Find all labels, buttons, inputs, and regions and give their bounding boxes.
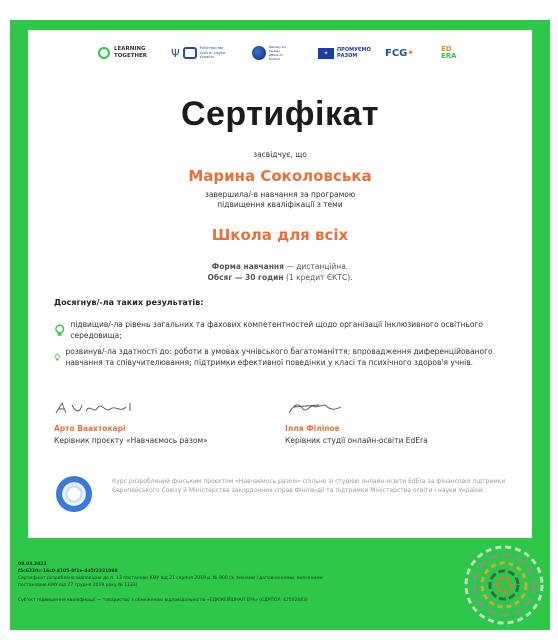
- lightbulb-icon: [54, 347, 60, 368]
- legal-note-continued: постановою КМУ від 27 грудня 2019 року № 1133): [18, 583, 138, 588]
- issue-date: 09.03.2023: [18, 562, 47, 567]
- result-item: розвинув/-ла здатності до: роботи в умовах учнівського багатоманіття; впровадження диференційованого навчання та співучителювання; підтримки ефективної поведінки у класі та психічного здоров'я учнів.: [54, 346, 514, 368]
- eu-flag-icon: ✦: [318, 48, 334, 59]
- partner-logos: [28, 42, 532, 66]
- course-name: Школа для всіх: [211, 226, 349, 244]
- trident-icon: Ψ: [171, 46, 180, 60]
- study-form-info: Форма навчання — дистанційна. Обсяг — 30 годин (1 кредит ЄКТС).: [207, 262, 353, 282]
- certificate-body: [28, 30, 532, 538]
- footer-info: [18, 561, 438, 604]
- completion-text: завершила/-в навчання за програмою підвищення кваліфікації з теми: [204, 190, 356, 209]
- legal-note: Сертифікат розроблено відповідно до п. 13 постанови КМУ від 21 серпня 2019 р. № 800 (зі змінами і доповненнями, внесеними: [18, 576, 323, 581]
- signature-image: [54, 401, 134, 415]
- official-seal: [56, 476, 92, 512]
- edera-logo: ED ERA: [441, 45, 457, 60]
- result-item: підвищив/-ла рівень загальних та фахових компетентностей щодо організації інклюзивного освітнього середовища;: [54, 319, 514, 341]
- signature-image: [285, 401, 345, 415]
- certificate-id: f5c6320c-16c0-4105-8f1e-4d5f2331060: [18, 569, 118, 574]
- decorative-swirl-image: [456, 535, 548, 630]
- eu-logo: ✦ ПРОМУЄМО РАЗОМ: [318, 42, 363, 64]
- signature-block-studio-head: Ілля Філіпов Керівник студії онлайн-освіти EdEra: [285, 400, 428, 445]
- globe-icon: [252, 46, 266, 60]
- results-heading: Досягнув/-ла таких результатів:: [54, 298, 204, 307]
- finland-ministry-logo: Ministry for Foreign Affairs of Finland: [252, 42, 289, 64]
- certificate-title: Сертифікат: [180, 95, 380, 133]
- lightbulb-icon: [54, 320, 65, 341]
- fcg-logo: FCG •: [385, 47, 414, 59]
- course-note: Курс розроблений фінським проєктом «Навчаємось разом» спільно зі студією онлайн-освіти EdEra за фінансової підтримки Європейського Союзу й Міністерства закордонних справ Фінляндії та підтримки Міністерства освіти і науки України.: [112, 478, 506, 494]
- signature-block-project-lead: Арто Ваахтокарі Керівник проєкту «Навчаємось разом»: [54, 400, 208, 445]
- learning-together-logo: LEARNING TOGETHER: [98, 42, 154, 64]
- mon-emblem-icon: [183, 47, 197, 59]
- recipient-name: Марина Соколовська: [188, 167, 372, 185]
- mon-logo: Ψ Міністерство освіти і науки України: [171, 46, 226, 60]
- certifies-text: засвідчує, що: [253, 150, 307, 159]
- learning-together-icon: [98, 47, 110, 59]
- provider-note: Суб'єкт підвищення кваліфікації — товариство з обмеженою відповідальністю «ЕДЮКЕЙШНАЛ ЕРА» (ЄДРПОУ: 42502643): [18, 598, 308, 603]
